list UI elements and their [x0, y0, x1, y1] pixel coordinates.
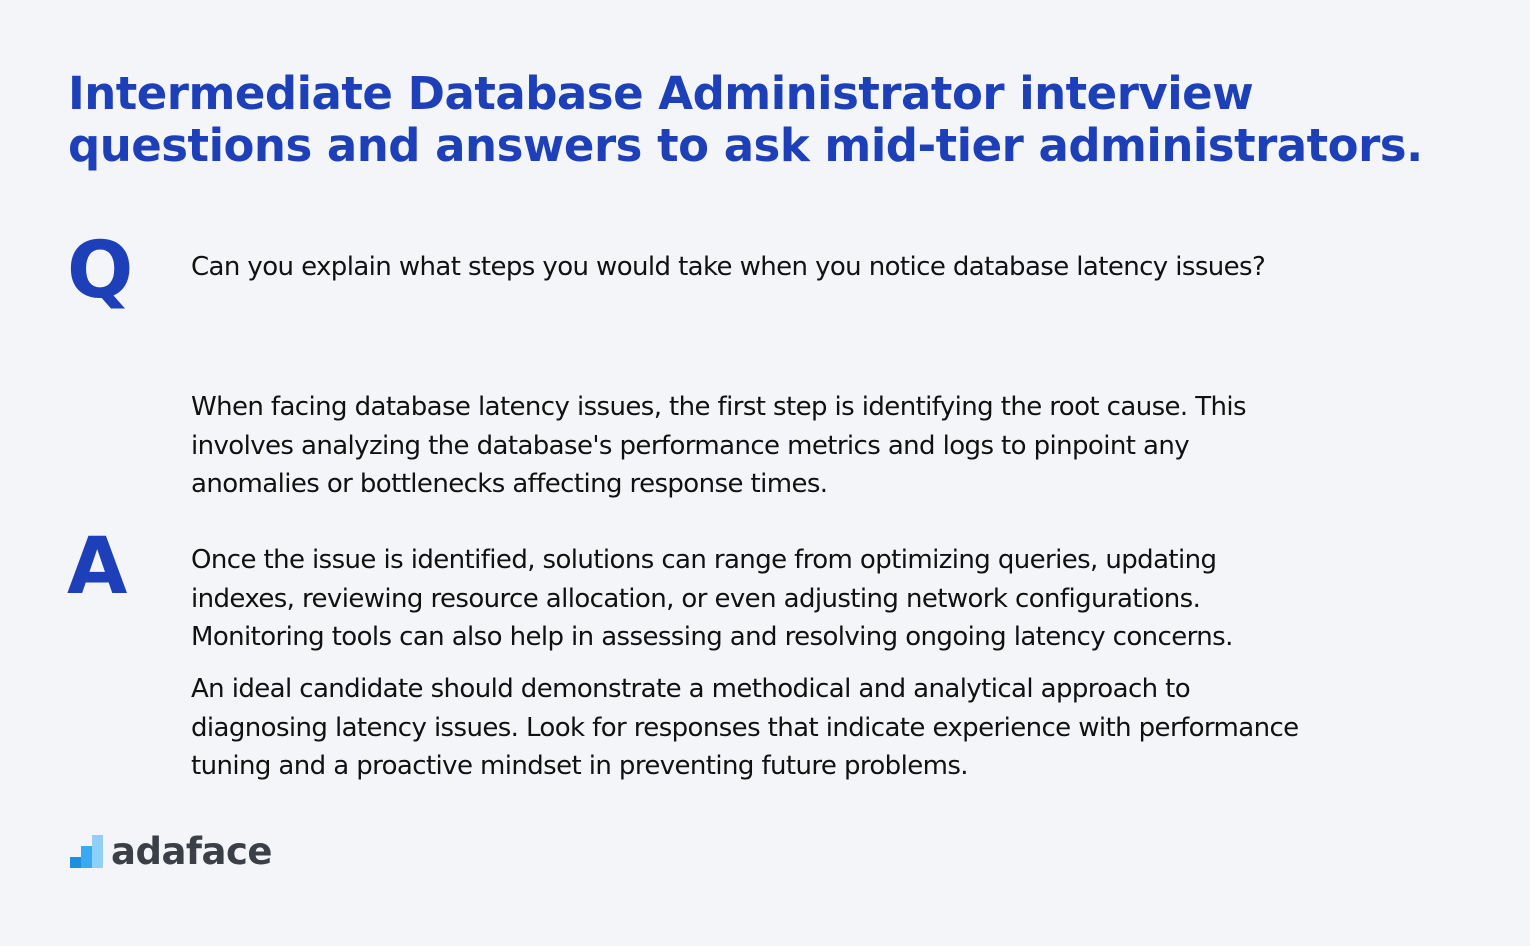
logo-bar-medium [81, 846, 92, 868]
answer-line: indexes, reviewing resource allocation, or even adjusting network configurations. [191, 583, 1201, 614]
page-title-line-1: Intermediate Database Administrator interview [68, 67, 1254, 120]
answer-paragraph-1 [191, 388, 1491, 504]
question-marker: Q [67, 226, 134, 316]
question-text: Can you explain what steps you would take when you notice database latency issues? [191, 252, 1266, 282]
answer-paragraph-3 [191, 670, 1491, 786]
answer-line: involves analyzing the database's performance metrics and logs to pinpoint any [191, 430, 1189, 461]
brand-logo [70, 826, 272, 876]
page-title-line-2: questions and answers to ask mid-tier administrators. [68, 119, 1423, 172]
answer-line: When facing database latency issues, the first step is identifying the root cause. This [191, 392, 1246, 422]
logo-bar-large [92, 835, 103, 868]
logo-bar-small [70, 857, 81, 868]
answer-line: Monitoring tools can also help in assessing and resolving ongoing latency concerns. [191, 622, 1233, 652]
answer-paragraph-2 [191, 541, 1491, 657]
answer-line: An ideal candidate should demonstrate a methodical and analytical approach to [191, 674, 1191, 704]
answer-line: Once the issue is identified, solutions can range from optimizing queries, updating [191, 545, 1217, 575]
page-title [68, 68, 1488, 172]
bar-steps-logo-icon [70, 835, 103, 868]
brand-name: adaface [111, 829, 273, 873]
answer-line: anomalies or bottlenecks affecting response times. [191, 469, 828, 499]
answer-line: diagnosing latency issues. Look for responses that indicate experience with performance [191, 712, 1299, 743]
answer-line: tuning and a proactive mindset in preventing future problems. [191, 751, 968, 781]
answer-marker: A [67, 522, 128, 612]
